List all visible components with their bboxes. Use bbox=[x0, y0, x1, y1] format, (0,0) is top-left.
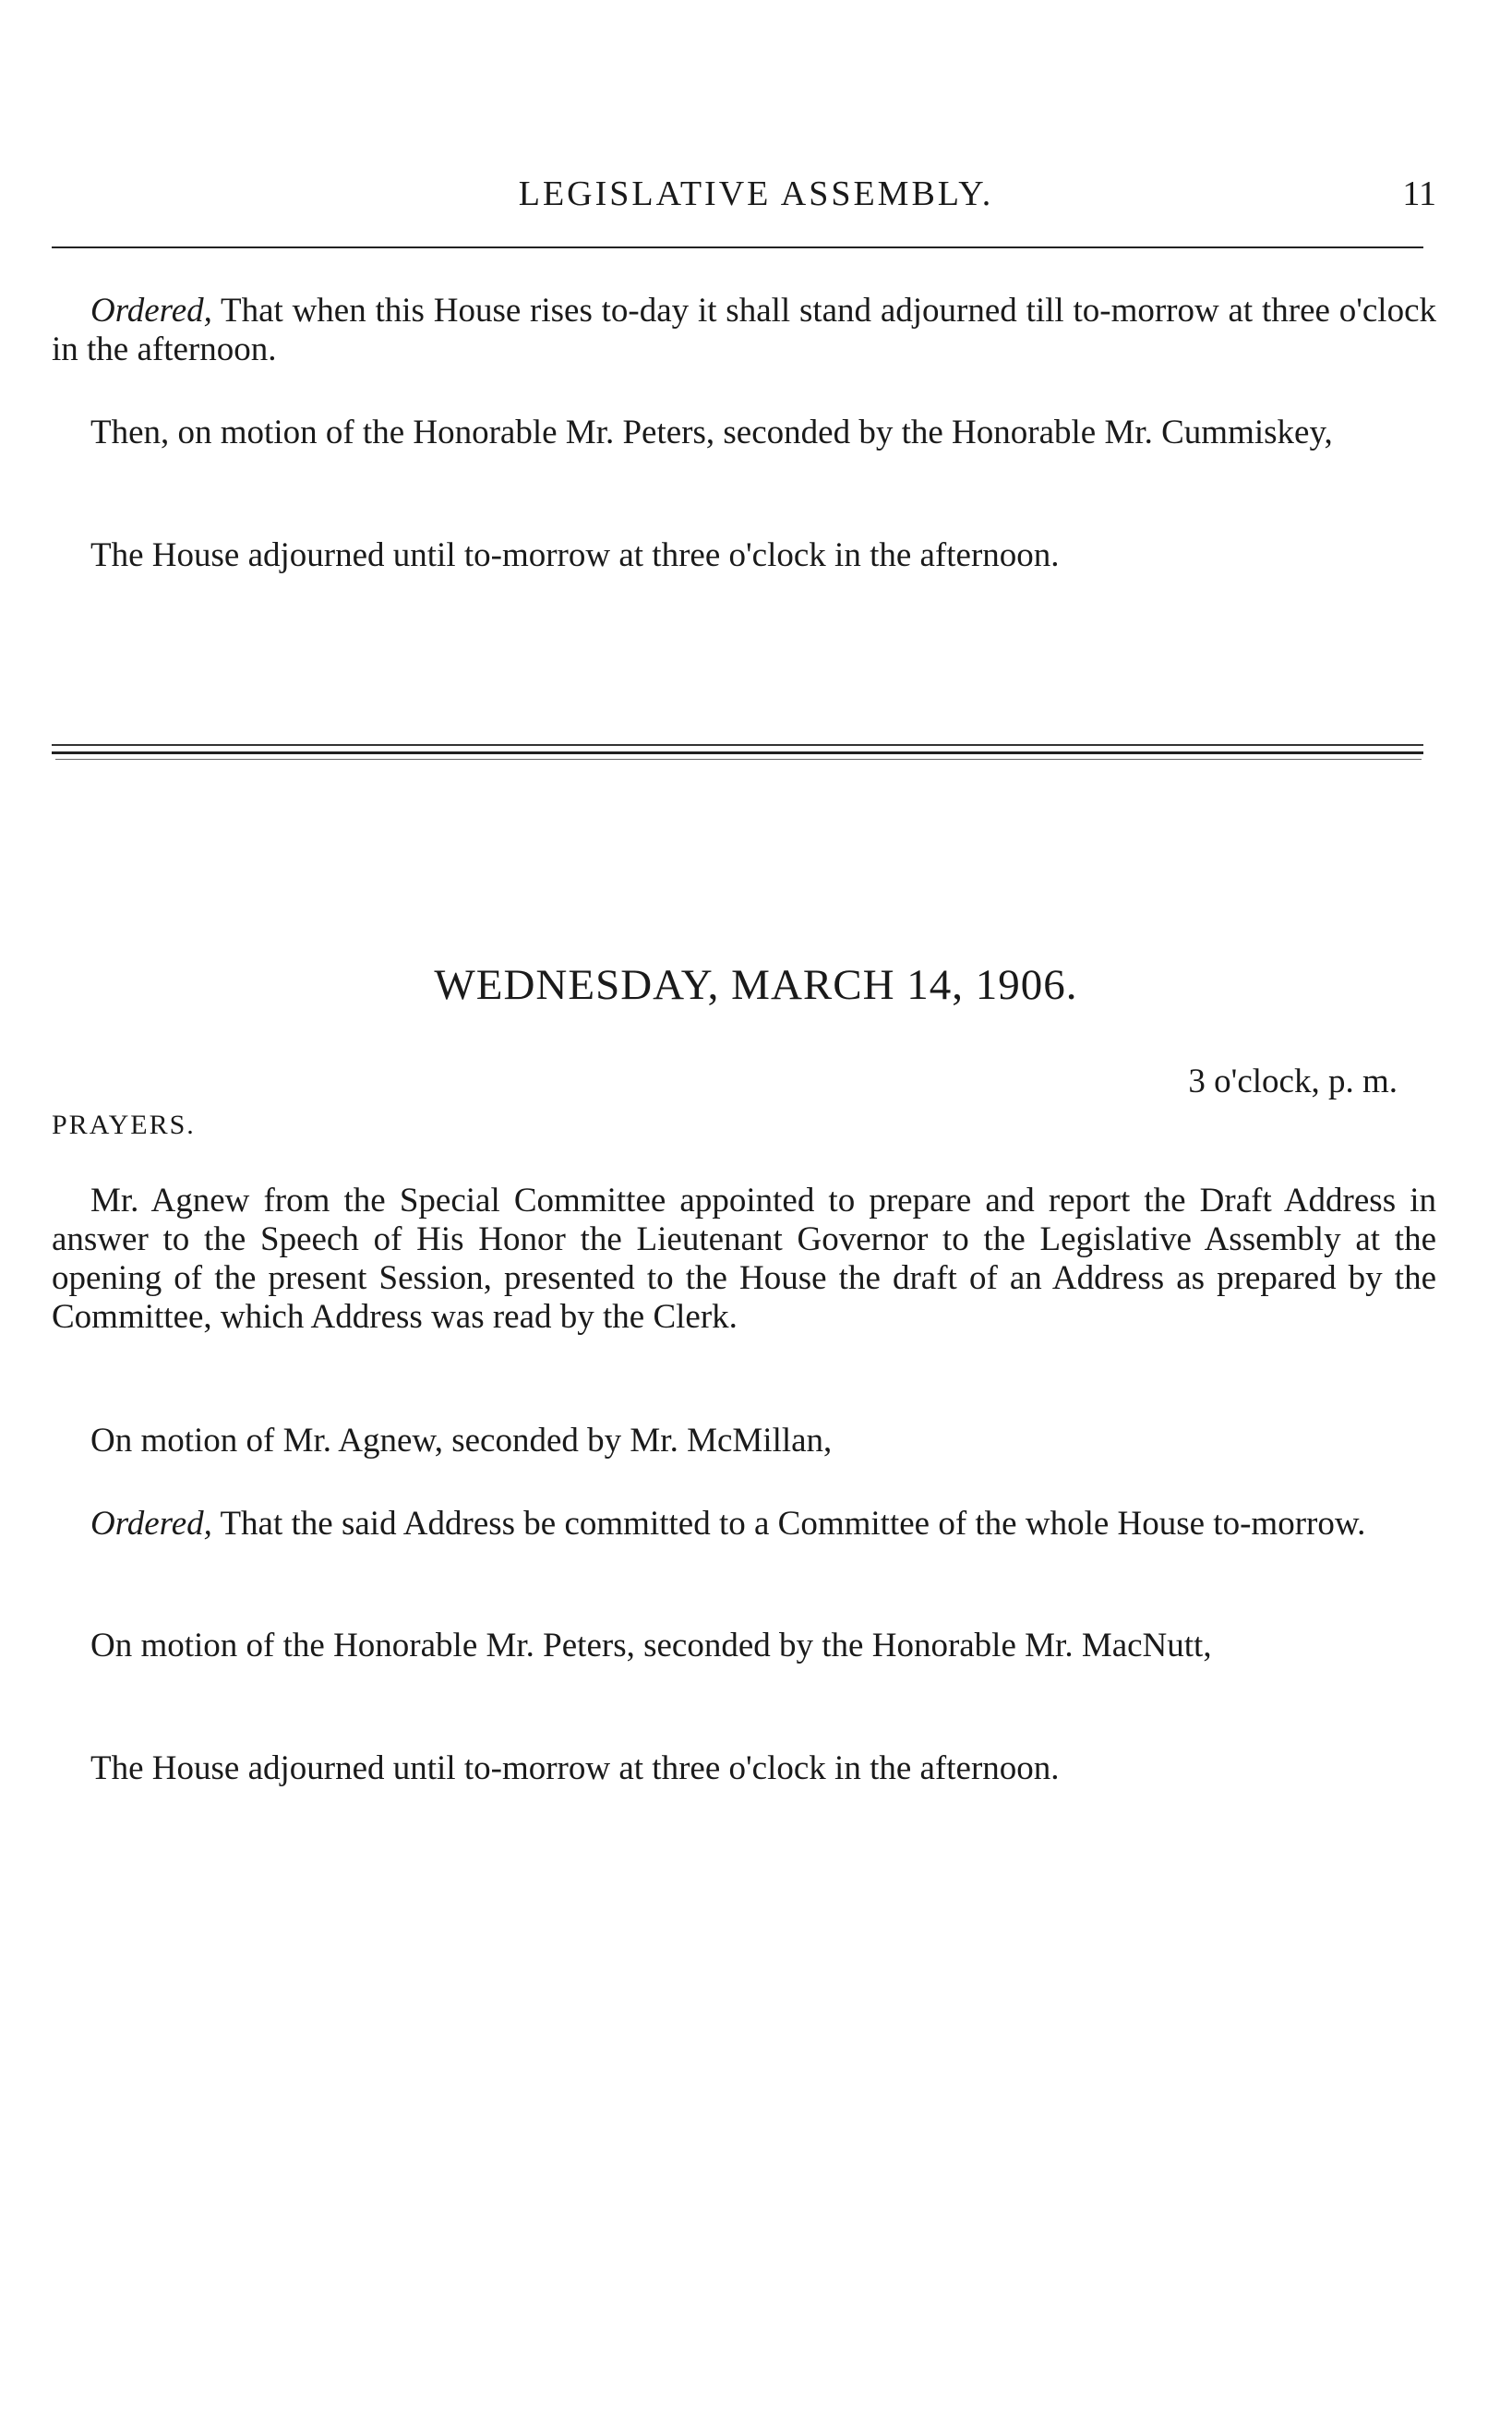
running-header: LEGISLATIVE ASSEMBLY. bbox=[518, 174, 994, 213]
paragraph-house-adjourned: The House adjourned until to-morrow at three o'clock in the afternoon. bbox=[90, 536, 1060, 574]
ordered-label: Ordered, bbox=[90, 1505, 212, 1543]
section-divider bbox=[55, 759, 1422, 760]
paragraph-agnew-report: Mr. Agnew from the Special Committee appointed to prepare and report the Draft Address in answer to the Speech of His Honor the Lieutenant Governor to the Legislative Assembly at the opening of the present Session, presented to the House the draft of an Address as prepared by the Committee, which Address was read by the Clerk. bbox=[52, 1182, 1436, 1336]
sitting-time: 3 o'clock, p. m. bbox=[1188, 1063, 1398, 1100]
paragraph-motion-peters: Then, on motion of the Honorable Mr. Peters, seconded by the Honorable Mr. Cummiskey, bbox=[90, 414, 1333, 451]
page-number: 11 bbox=[1402, 174, 1436, 213]
paragraph-body bbox=[52, 1505, 1436, 1544]
paragraph-ordered-committee bbox=[52, 1505, 1436, 1544]
paragraph-body bbox=[52, 292, 1436, 369]
header-rule bbox=[52, 246, 1423, 248]
section-divider bbox=[52, 751, 1423, 754]
paragraph-motion-macnutt: On motion of the Honorable Mr. Peters, seconded by the Honorable Mr. MacNutt, bbox=[90, 1627, 1212, 1664]
paragraph-motion-agnew: On motion of Mr. Agnew, seconded by Mr. McMillan, bbox=[90, 1422, 833, 1460]
paragraph-text: That when this House rises to-day it shall stand adjourned till to-morrow at three o'clock in the afternoon. bbox=[52, 292, 1436, 368]
paragraph-ordered-adjourn bbox=[52, 292, 1436, 369]
prayers-label: PRAYERS. bbox=[52, 1110, 196, 1140]
section-divider bbox=[52, 744, 1423, 746]
paragraph-house-adjourned-2: The House adjourned until to-morrow at three o'clock in the afternoon. bbox=[90, 1749, 1060, 1787]
paragraph-text: That the said Address be committed to a Committee of the whole House to-morrow. bbox=[211, 1505, 1366, 1543]
ordered-label: Ordered, bbox=[90, 292, 212, 330]
day-heading: WEDNESDAY, MARCH 14, 1906. bbox=[434, 961, 1078, 1009]
